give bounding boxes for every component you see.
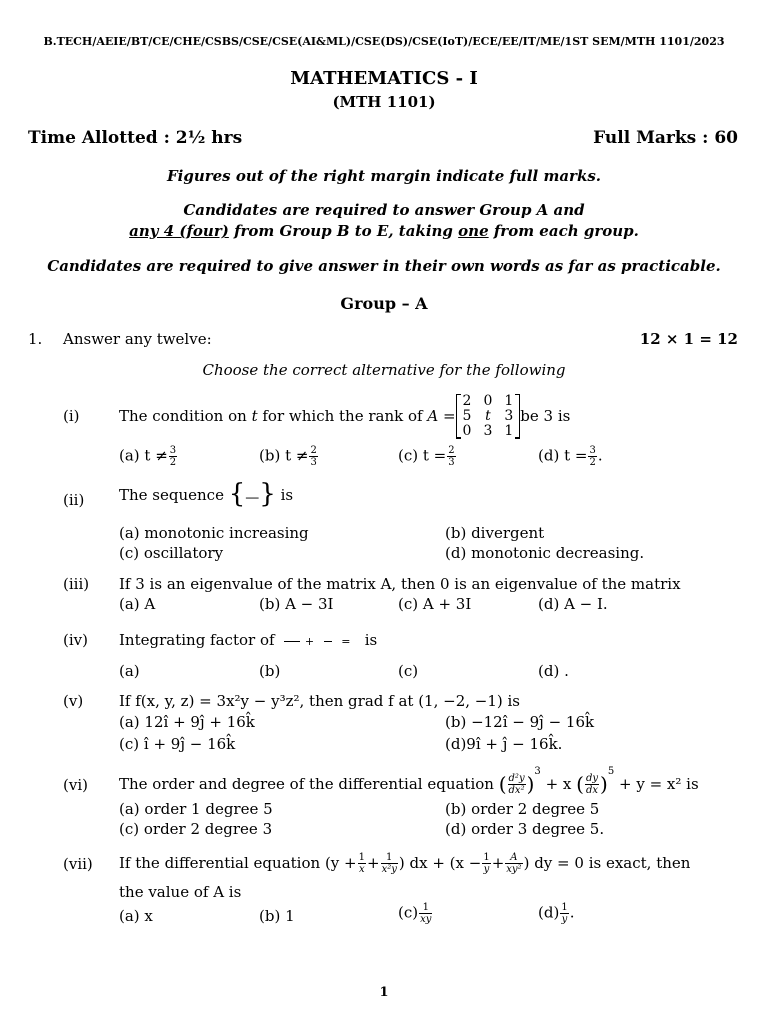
question-vi-text: The order and degree of the differential equation ( $\frac{\text{d²y}}{\text{dx²}}$ ) $^3$ + x ( $\frac{dy}{dx}$ ) $^5$ + y = x² is — [119, 766, 699, 796]
option-iii-a: (a) A — [119, 595, 156, 613]
q-vii-pre: If the differential equation — [119, 854, 321, 872]
option-ii-c: (c) oscillatory — [119, 544, 224, 562]
matrix-cell: 1 — [504, 392, 514, 409]
plus-sign: + — [304, 635, 315, 648]
q-i-post: be 3 is — [520, 407, 571, 425]
option-iv-a: (a) — [119, 662, 140, 680]
option-i-d — [538, 445, 603, 468]
q-vi-post: + y = x² is — [618, 775, 699, 793]
fraction — [169, 445, 177, 468]
frac-num: dy — [585, 772, 599, 784]
sub-label-vii: (vii) — [63, 855, 93, 873]
sub-label-i: (i) — [63, 407, 80, 425]
option-vi-d: (d) order 3 degree 5. — [445, 820, 605, 838]
q-vii-part: (y + — [324, 854, 357, 872]
option-v-d: (d)9î + ĵ − 16k̂. — [445, 735, 563, 753]
course-code: (MTH 1101) — [332, 93, 436, 111]
fraction — [419, 902, 432, 925]
fraction — [560, 902, 568, 925]
blank-fraction — [324, 641, 332, 642]
matrix-cell: 0 — [483, 392, 493, 409]
frac-den: dx — [585, 784, 598, 796]
option-iii-d: (d) A − I. — [538, 595, 608, 613]
option-ii-d: (d) monotonic decreasing. — [445, 544, 645, 562]
sub-label-iii: (iii) — [63, 575, 90, 593]
frac-num: d²y — [508, 772, 525, 784]
frac-den: 2 — [589, 457, 596, 468]
option-vii-c — [398, 902, 433, 925]
frac-den: xy — [420, 914, 432, 925]
frac-num: 1 — [561, 902, 568, 913]
q-vii-part: + — [366, 854, 380, 872]
option-tail: . — [597, 446, 603, 465]
question-instruction: Answer any twelve: — [63, 330, 212, 348]
question-i-text — [119, 388, 570, 444]
frac-num: 1 — [419, 902, 432, 914]
rank-matrix — [456, 394, 521, 439]
frac-num: A — [505, 852, 522, 864]
option-vi-c: (c) order 2 degree 3 — [119, 820, 273, 838]
sub-label-vi: (vi) — [63, 776, 88, 794]
q-ii-post: is — [280, 486, 294, 504]
option-vi-a: (a) order 1 degree 5 — [119, 800, 273, 818]
option-i-c — [398, 445, 457, 468]
question-ii-text — [119, 479, 294, 509]
instruction-own-words: Candidates are required to give answer in their own words as far as practicable. — [47, 257, 721, 275]
sub-label-ii: (ii) — [63, 491, 85, 509]
option-ii-b: (b) divergent — [445, 524, 545, 542]
fraction — [585, 773, 599, 796]
option-iv-b: (b) — [259, 662, 281, 680]
question-number: 1. — [28, 330, 43, 348]
q-vii-part: ) dx + (x − — [398, 854, 482, 872]
option-ii-a: (a) monotonic increasing — [119, 524, 309, 542]
option-label: (b) t ≠ — [259, 446, 309, 465]
frac-den: 3 — [448, 457, 455, 468]
q-i-mid: for which the rank of — [262, 407, 423, 425]
exponent: 3 — [534, 766, 541, 777]
q-vii-part: ) dy = 0 is exact, then — [523, 854, 691, 872]
equals-sign: = — [341, 635, 351, 648]
option-vii-b: (b) 1 — [259, 907, 295, 925]
group-heading: Group – A — [340, 294, 428, 313]
sub-label-v: (v) — [63, 692, 84, 710]
time-allotted: Time Allotted : 2½ hrs — [28, 128, 243, 148]
question-subtitle: Choose the correct alternative for the following — [202, 361, 566, 379]
question-v-text: If f(x, y, z) = 3x²y − y³z², then grad f at (1, −2, −1) is — [119, 692, 521, 710]
q-vi-pre: The order and degree of the differential equation — [119, 775, 494, 793]
frac-den: xy² — [506, 863, 522, 875]
fraction — [508, 773, 526, 796]
blank-fraction — [284, 641, 300, 642]
paper-header: B.TECH/AEIE/BT/CE/CHE/CSBS/CSE/CSE(AI&ML)/CSE(DS)/CSE(IoT)/ECE/EE/IT/ME/1ST SEM/MTH 1101/2023 — [43, 35, 725, 48]
frac-den: x — [358, 863, 365, 875]
fraction — [505, 852, 522, 875]
q-iv-pre: Integrating factor of — [119, 631, 275, 649]
paper-title: MATHEMATICS - I — [290, 68, 478, 89]
q-iv-post: is — [364, 631, 378, 649]
instruction-marks: Figures out of the right margin indicate full marks. — [166, 167, 602, 185]
option-label: (d) t = — [538, 446, 588, 465]
frac-den: y — [561, 914, 568, 925]
question-vii-line2: the value of A is — [119, 883, 242, 901]
option-label: (c) — [398, 903, 419, 922]
matrix-cell: 2 — [462, 392, 472, 409]
option-vii-a: (a) x — [119, 907, 153, 925]
frac-num: 2 — [310, 445, 317, 456]
frac-num: 1 — [381, 852, 398, 864]
option-iii-c: (c) A + 3I — [398, 595, 472, 613]
option-tail: . — [569, 903, 575, 922]
frac-num: 2 — [448, 445, 455, 456]
fraction — [309, 445, 317, 468]
matrix-cell: 3 — [504, 407, 514, 424]
page-number: 1 — [379, 985, 389, 1000]
frac-den: x²y — [381, 863, 397, 875]
q-vii-part: + — [491, 854, 505, 872]
question-vii-text — [119, 846, 690, 880]
option-v-b: (b) −12î − 9ĵ − 16k̂ — [445, 713, 595, 731]
frac-num: 3 — [169, 445, 177, 456]
instruction-groups-line2 — [0, 222, 768, 240]
instruction-post-text: from each group. — [488, 222, 639, 240]
frac-den: y — [483, 863, 490, 875]
matrix-cell: t — [485, 407, 491, 424]
option-i-b — [259, 445, 319, 468]
instruction-mid-text: from Group B to E, taking — [228, 222, 459, 240]
option-label: (d) — [538, 903, 560, 922]
fraction — [447, 445, 455, 468]
q-i-matrix-name: A = — [427, 407, 456, 425]
q-ii-pre: The sequence — [119, 486, 224, 504]
frac-den: 2 — [169, 457, 177, 468]
question-iii-text: If 3 is an eigenvalue of the matrix A, then 0 is an eigenvalue of the matrix — [119, 575, 681, 593]
option-label: (c) t = — [398, 446, 447, 465]
one-text: one — [458, 222, 489, 240]
option-v-a: (a) 12î + 9ĵ + 16k̂ — [119, 713, 255, 731]
matrix-cell: 3 — [483, 422, 493, 439]
fraction — [588, 445, 596, 468]
sub-label-iv: (iv) — [63, 631, 88, 649]
option-v-c: (c) î + 9ĵ − 16k̂ — [119, 735, 236, 753]
option-i-a — [119, 445, 178, 468]
matrix-cell: 1 — [504, 422, 514, 439]
option-label: (a) t ≠ — [119, 446, 168, 465]
q-vi-mid: + x — [545, 775, 572, 793]
option-iv-d: (d) . — [538, 662, 569, 680]
question-iv-text — [119, 631, 377, 649]
q-i-var: t — [251, 407, 258, 425]
frac-den: 3 — [310, 457, 317, 468]
option-vi-b: (b) order 2 degree 5 — [445, 800, 600, 818]
frac-num: 1 — [483, 851, 490, 863]
fraction — [482, 852, 490, 875]
fraction — [358, 852, 366, 875]
option-iii-b: (b) A − 3I — [259, 595, 334, 613]
matrix-cell: 5 — [462, 407, 472, 424]
matrix-cell: 0 — [462, 422, 472, 439]
exponent: 5 — [607, 766, 615, 777]
fraction — [381, 852, 398, 875]
option-vii-d — [538, 902, 574, 925]
question-marks: 12 × 1 = 12 — [639, 330, 738, 348]
q-i-pre: The condition on — [119, 407, 247, 425]
full-marks: Full Marks : 60 — [593, 128, 738, 148]
instruction-groups-line1: Candidates are required to answer Group A and — [183, 201, 585, 219]
frac-num: 1 — [358, 851, 365, 863]
frac-num: 3 — [589, 445, 596, 456]
any-four-text: any 4 (four) — [129, 222, 229, 240]
option-iv-c: (c) — [398, 662, 419, 680]
sequence-brace: {—} — [228, 479, 276, 509]
frac-den: dx² — [508, 784, 525, 796]
